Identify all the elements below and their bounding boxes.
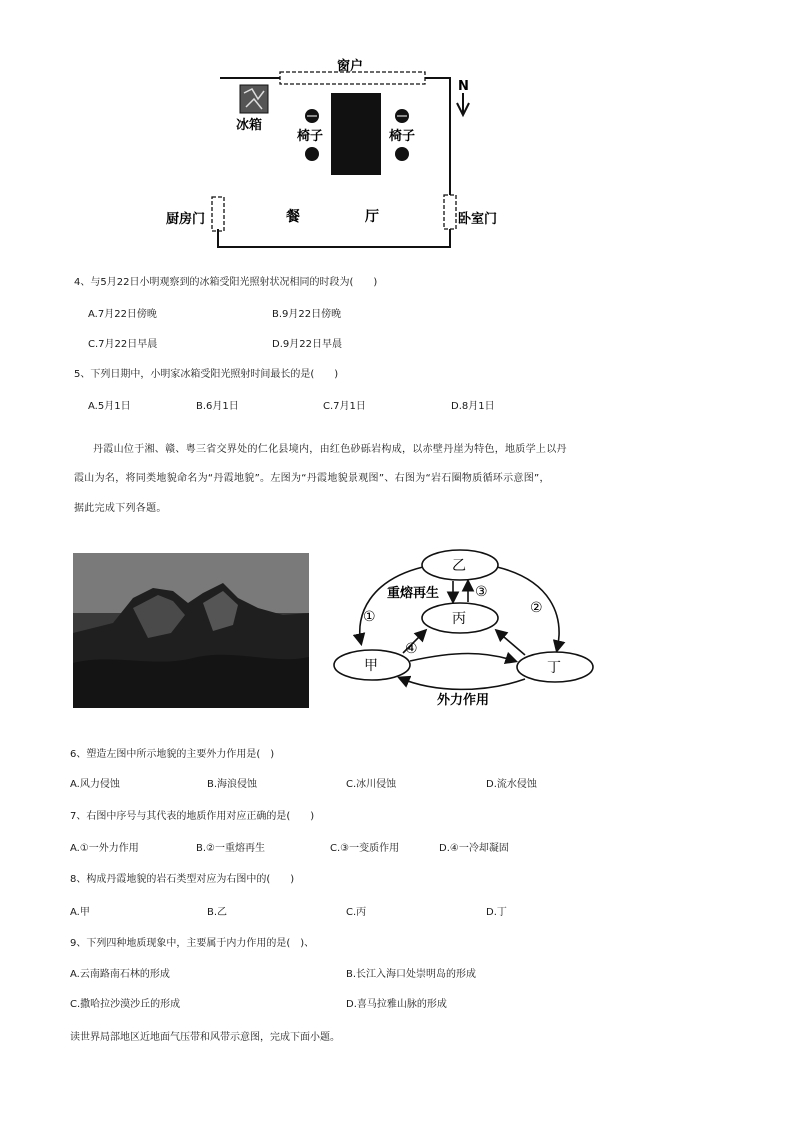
kitchen-door-label: 厨房门 [166,212,206,227]
chair-icon [395,147,409,161]
passage-line-3: 据此完成下列各题。 [74,503,167,514]
question-7-option-c[interactable]: C.③一变质作用 [330,843,400,854]
question-5-option-d[interactable]: D.8月1日 [451,401,495,412]
number-2-label: ② [530,600,543,616]
question-5-option-c[interactable]: C.7月1日 [323,401,366,412]
fridge-label: 冰箱 [236,118,263,133]
question-7-option-a[interactable]: A.①一外力作用 [70,843,139,854]
chair-left-label: 椅子 [297,129,324,144]
dining-table [331,93,381,175]
wall-bottom-right [218,229,450,247]
question-8-option-a[interactable]: A.甲 [70,907,90,918]
question-5-option-b[interactable]: B.6月1日 [196,401,239,412]
question-7-stem: 7、右图中序号与其代表的地质作用对应正确的是( ) [70,811,315,822]
question-6-option-b[interactable]: B.海浪侵蚀 [207,779,258,790]
bedroom-door-label: 卧室门 [458,212,498,227]
question-8-option-d[interactable]: D.丁 [486,907,507,918]
arrow-ding-to-jia [400,678,525,689]
number-3-label: ③ [475,584,488,600]
chair-right-label: 椅子 [389,129,416,144]
number-1-label: ① [363,609,376,625]
wall-right [425,78,450,195]
question-7-option-b[interactable]: B.②一重熔再生 [196,843,266,854]
node-ding-label: 丁 [547,660,561,676]
window-label: 窗户 [337,59,364,74]
number-4-label: ④ [405,641,418,657]
question-5-stem: 5、下列日期中，小明家冰箱受阳光照射时间最长的是( ) [74,369,339,380]
node-jia-label: 甲 [364,658,378,674]
arrow-jia-to-ding [410,654,515,662]
living-room-label-2: 厅 [365,209,379,225]
question-8-option-c[interactable]: C.丙 [346,907,367,918]
node-yi-label: 乙 [452,558,466,574]
question-4-stem: 4、与5月22日小明观察到的冰箱受阳光照射状况相同的时段为( ) [74,277,378,288]
living-room-label-1: 餐 [286,209,300,225]
question-4-option-c[interactable]: C.7月22日早晨 [88,339,158,350]
kitchen-door-frame [212,197,224,231]
question-7-option-d[interactable]: D.④一冷却凝固 [439,843,509,854]
question-9-option-b[interactable]: B.长江入海口处崇明岛的形成 [346,969,477,980]
question-8-stem: 8、构成丹霞地貌的岩石类型对应为右图中的( ) [70,874,295,885]
question-6-option-c[interactable]: C.冰川侵蚀 [346,779,397,790]
question-9-option-a[interactable]: A.云南路南石林的形成 [70,969,170,980]
north-label: N [458,79,469,94]
bedroom-door-frame [444,195,456,229]
passage-line-1: 丹霞山位于湘、赣、粤三省交界处的仁化县境内，由红色砂砾岩构成，以赤壁丹崖为特色，地质学上以丹 [93,444,567,455]
question-8-option-b[interactable]: B.乙 [207,907,228,918]
question-4-option-a[interactable]: A.7月22日傍晚 [88,309,157,320]
node-bing-label: 丙 [452,611,466,627]
next-section-instruction: 读世界局部地区近地面气压带和风带示意图，完成下面小题。 [70,1032,340,1043]
question-4-option-b[interactable]: B.9月22日傍晚 [272,309,342,320]
question-9-stem: 9、下列四种地质现象中，主要属于内力作用的是( )、 [70,938,315,949]
arrow-yi-to-jia [360,567,423,643]
question-9-option-d[interactable]: D.喜马拉雅山脉的形成 [346,999,447,1010]
question-6-stem: 6、塑造左图中所示地貌的主要外力作用是( ) [70,749,275,760]
arrow-ding-to-bing [497,631,525,655]
question-4-option-d[interactable]: D.9月22日早晨 [272,339,342,350]
passage-line-2: 霞山为名，将同类地貌命名为“丹霞地貌”。左图为“丹霞地貌景观图”、右图为“岩石圈物质循环示意图”， [74,473,550,484]
question-6-option-d[interactable]: D.流水侵蚀 [486,779,537,790]
rock-cycle-diagram [325,545,605,715]
question-9-option-c[interactable]: C.撒哈拉沙漠沙丘的形成 [70,999,181,1010]
chair-icon [305,147,319,161]
floorplan-diagram [160,55,520,255]
external-force-label: 外力作用 [437,693,490,708]
question-6-option-a[interactable]: A.风力侵蚀 [70,779,120,790]
question-5-option-a[interactable]: A.5月1日 [88,401,131,412]
remelt-label: 重熔再生 [387,586,440,601]
danxia-landscape-photo [73,553,309,708]
arrow-yi-to-ding [497,567,559,650]
